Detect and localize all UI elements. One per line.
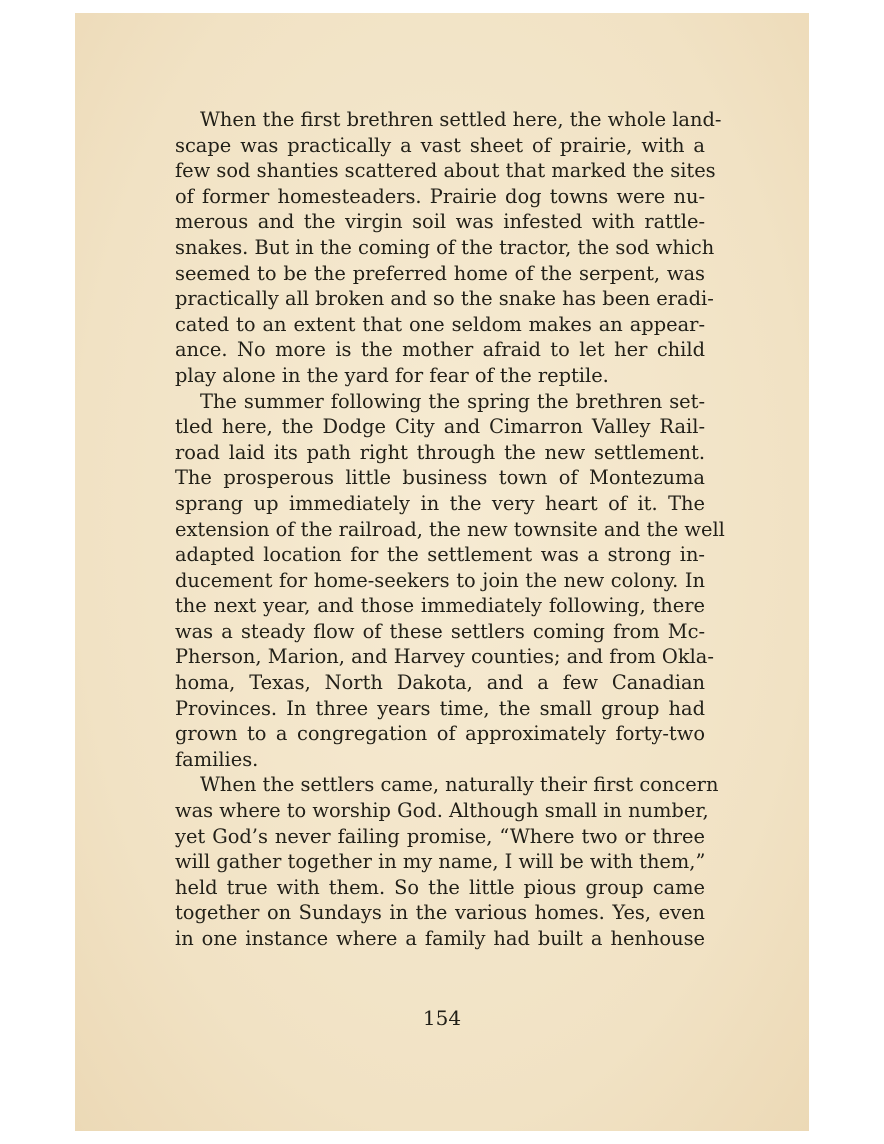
- text-line: When the first brethren settled here, the whole land-: [200, 108, 722, 131]
- text-line: When the settlers came, naturally their first concern: [200, 773, 719, 797]
- text-line: merous and the virgin soil was infested with rattle-: [175, 210, 705, 234]
- text-line: ducement for home-seekers to join the new colony. In: [175, 568, 705, 592]
- text-line: in one instance where a family had built a henhouse: [175, 927, 705, 950]
- text-line: families.: [175, 747, 259, 771]
- text-line: road laid its path right through the new settlement.: [175, 440, 705, 464]
- body-text: [175, 107, 725, 952]
- text-line: was a steady flow of these settlers coming from Mc-: [175, 619, 705, 643]
- text-line: extension of the railroad, the new townsite and the well: [175, 517, 725, 541]
- text-line: few sod shanties scattered about that marked the sites: [175, 159, 716, 183]
- text-line: snakes. But in the coming of the tractor, the sod which: [175, 235, 715, 259]
- text-line: seemed to be the preferred home of the serpent, was: [175, 261, 705, 285]
- text-line: tled here, the Dodge City and Cimarron Valley Rail-: [175, 415, 705, 439]
- page-number: 154: [422, 1006, 462, 1030]
- text-line: play alone in the yard for fear of the reptile.: [175, 363, 609, 387]
- text-line: together on Sundays in the various homes. Yes, even: [175, 901, 705, 925]
- text-line: of former homesteaders. Prairie dog towns were nu-: [175, 184, 705, 208]
- text-line: The summer following the spring the brethren set-: [200, 389, 705, 413]
- text-line: ance. No more is the mother afraid to let her child: [175, 338, 705, 362]
- text-line: held true with them. So the little pious group came: [175, 875, 705, 899]
- text-line: Pherson, Marion, and Harvey counties; and from Okla-: [175, 645, 714, 669]
- text-line: cated to an extent that one seldom makes an appear-: [175, 312, 705, 336]
- text-line: homa, Texas, North Dakota, and a few Canadian: [175, 671, 705, 695]
- text-line: sprang up immediately in the very heart of it. The: [175, 491, 705, 515]
- text-line: The prosperous little business town of Montezuma: [175, 466, 705, 490]
- text-line: yet God’s never failing promise, “Where two or three: [175, 824, 705, 848]
- book-page: [75, 13, 809, 1131]
- text-line: will gather together in my name, I will be with them,”: [175, 850, 706, 874]
- text-line: scape was practically a vast sheet of prairie, with a: [175, 133, 705, 157]
- text-line: grown to a congregation of approximately forty-two: [175, 722, 705, 746]
- text-line: the next year, and those immediately following, there: [175, 594, 705, 618]
- text-line: practically all broken and so the snake has been eradi-: [175, 287, 714, 311]
- text-line: Provinces. In three years time, the small group had: [175, 696, 705, 720]
- text-line: was where to worship God. Although small in number,: [175, 799, 709, 823]
- text-line: adapted location for the settlement was a strong in-: [175, 543, 705, 567]
